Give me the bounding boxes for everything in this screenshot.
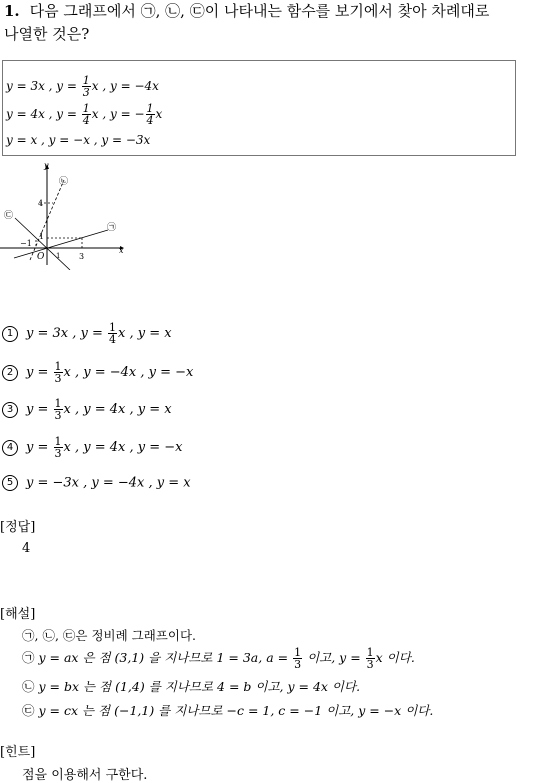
box-line-2: y = 4x , y = $\frac{1}{4}$ x , y = − $\frac{1}{4}$ x — [6, 102, 163, 127]
x-label: x — [119, 246, 124, 255]
question-number: 1. — [4, 2, 20, 20]
option-4-mark: 4 — [2, 440, 18, 456]
mark-b: ㉡ — [59, 177, 69, 187]
option-5[interactable]: 5 y = −3x , y = −4x , y = x — [2, 475, 191, 491]
fraction: $\frac{1}{3}$ — [82, 74, 90, 99]
fraction: $\frac{1}{3}$ — [54, 397, 62, 422]
fraction: $\frac{1}{4}$ — [82, 102, 90, 127]
label-neg1: −1 — [20, 239, 32, 248]
y-label: y — [44, 161, 49, 170]
explanation-heading: [해설] — [0, 607, 36, 622]
label-1x: 1 — [56, 252, 61, 260]
fraction: $\frac{1}{3}$ — [294, 646, 302, 671]
explanation-intro: ㉠, ㉡, ㉢은 정비례 그래프이다. — [22, 628, 196, 643]
graph — [0, 160, 130, 270]
choices-box — [2, 60, 516, 156]
box-line-3: y = x , y = −x , y = −3x — [6, 133, 151, 147]
box-line-1: y = 3x , y = $\frac{1}{3}$ x , y = −4x — [6, 74, 159, 99]
fraction: $\frac{1}{3}$ — [54, 435, 62, 460]
mark-c: ㉢ — [4, 211, 14, 221]
explanation-line-3: ㉢ y = cx 는 점 (−1,1) 를 지나므로 −c = 1, c = −1 이고, y = −x 이다. — [22, 703, 434, 718]
question — [4, 0, 489, 46]
label-1: 1 — [39, 232, 45, 241]
mark-a: ㉠ — [107, 223, 117, 233]
hint-heading: [힌트] — [0, 745, 36, 760]
option-1[interactable]: 1 y = 3x , y = $\frac{1}{4}$ x , y = x — [2, 322, 172, 345]
option-1-mark: 1 — [2, 326, 18, 342]
question-line-1: 다음 그래프에서 ㉠, ㉡, ㉢이 나타내는 함수를 보기에서 찾아 차례대로 — [29, 2, 490, 20]
option-4[interactable]: 4 y = $\frac{1}{3}$ x , y = 4x , y = −x — [2, 436, 182, 459]
option-3-mark: 3 — [2, 402, 18, 418]
hint-text: 점을 이용해서 구한다. — [22, 768, 148, 783]
label-origin: O — [37, 252, 45, 262]
label-3: 3 — [79, 252, 85, 261]
option-5-mark: 5 — [2, 475, 18, 491]
option-3[interactable]: 3 y = $\frac{1}{3}$ x , y = 4x , y = x — [2, 398, 172, 421]
option-2-mark: 2 — [2, 365, 18, 381]
fraction: $\frac{1}{3}$ — [366, 646, 374, 671]
option-2[interactable]: 2 y = $\frac{1}{3}$ x , y = −4x , y = −x — [2, 361, 193, 384]
question-line-2: 나열한 것은? — [4, 25, 90, 43]
explanation-line-1: ㉠ y = ax 은 점 (3,1) 을 지나므로 1 = 3a, a = $\frac{1}{3}$ 이고, y = $\frac{1}{3}$ x 이다. — [22, 646, 415, 671]
fraction: $\frac{1}{3}$ — [54, 360, 62, 385]
label-4: 4 — [38, 199, 44, 208]
answer-value: 4 — [22, 541, 31, 556]
answer-heading: [정답] — [0, 520, 36, 535]
fraction: $\frac{1}{4}$ — [109, 321, 117, 346]
fraction: $\frac{1}{4}$ — [146, 102, 154, 127]
explanation-line-2: ㉡ y = bx 는 점 (1,4) 를 지나므로 4 = b 이고, y = 4x 이다. — [22, 679, 361, 694]
